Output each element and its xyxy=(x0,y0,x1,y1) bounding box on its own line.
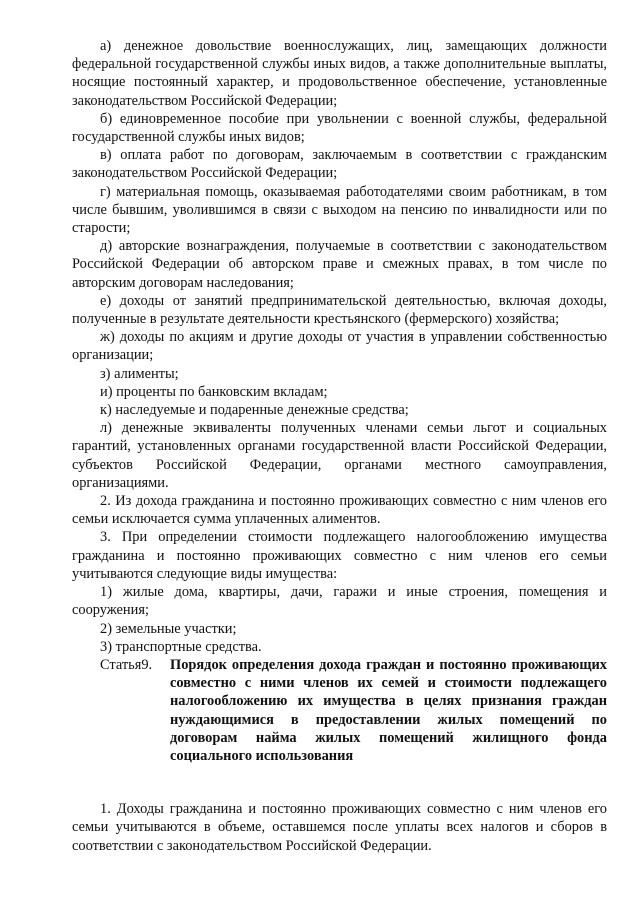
clause-2: 2. Из дохода гражданина и постоянно проживающих совместно с ним членов его семьи исключается сумма уплаченных алиментов. xyxy=(72,493,607,528)
income-item-a: а) денежное довольствие военнослужащих, лиц, замещающих должности федеральной государственной службы иных видов, а также дополнительные выплаты, носящие постоянный характер, и продовольственное обеспечение, установленные законодательством Российской Федерации; xyxy=(72,38,607,109)
property-item-3: 3) транспортные средства. xyxy=(100,638,262,655)
income-item-zh: ж) доходы по акциям и другие доходы от участия в управлении собственностью организации; xyxy=(72,329,607,364)
income-item-k: к) наследуемые и подаренные денежные средства; xyxy=(100,402,409,419)
income-items-list xyxy=(72,37,607,492)
income-item-i: и) проценты по банковским вкладам; xyxy=(100,383,328,400)
property-item-2: 2) земельные участки; xyxy=(100,620,237,637)
income-item-b: б) единовременное пособие при увольнении с военной службы, федеральной государственной службы иных видов; xyxy=(72,110,607,146)
article-word: Статья xyxy=(100,656,142,673)
property-list xyxy=(72,583,607,656)
article-label xyxy=(72,656,170,765)
income-item-e: е) доходы от занятий предпринимательской деятельностью, включая доходы, полученные в результате деятельности крестьянского (фермерского) хозяйства; xyxy=(72,292,607,328)
article-9-header xyxy=(72,656,607,765)
income-item-g: г) материальная помощь, оказываемая работодателями своим работникам, в том числе бывшим, уволившимся в связи с выходом на пенсию по инвалидности или по старости; xyxy=(72,183,607,237)
clause-3: 3. При определении стоимости подлежащего налогообложению имущества гражданина и постоянно проживающих совместно с ним членов его семьи учитываются следующие виды имущества: xyxy=(72,529,607,582)
article-9-clause-1: 1. Доходы гражданина и постоянно проживающих совместно с ним членов его семьи учитываются в объеме, оставшемся после уплаты всех налогов и сборов в соответствии с законодательством Российской Федерации. xyxy=(72,801,607,854)
income-item-l: л) денежные эквиваленты полученных членами семьи льгот и социальных гарантий, установленных органами государственной власти Российской Федерации, субъектов Российской Федерации, органами местного самоуправления, организациями. xyxy=(72,420,607,491)
income-item-v: в) оплата работ по договорам, заключаемым в соответствии с гражданским законодательством Российской Федерации; xyxy=(72,147,607,182)
property-item-1: 1) жилые дома, квартиры, дачи, гаражи и иные строения, помещения и сооружения; xyxy=(72,584,607,619)
article-number: 9. xyxy=(141,656,153,673)
income-item-d: д) авторские вознаграждения, получаемые в соответствии с законодательством Российской Федерации об авторском праве и смежных правах, в том числе по авторским договорам наследования; xyxy=(72,238,607,291)
income-item-z: з) алименты; xyxy=(100,365,179,382)
article-title: Порядок определения дохода граждан и постоянно проживающих совместно с ними членов их семей и стоимости подлежащего налогообложению их имущества в целях признания граждан нуждающимися в предоставлении жилых помещений по договорам найма жилых помещений жилищного фонда социального использования xyxy=(170,656,607,764)
